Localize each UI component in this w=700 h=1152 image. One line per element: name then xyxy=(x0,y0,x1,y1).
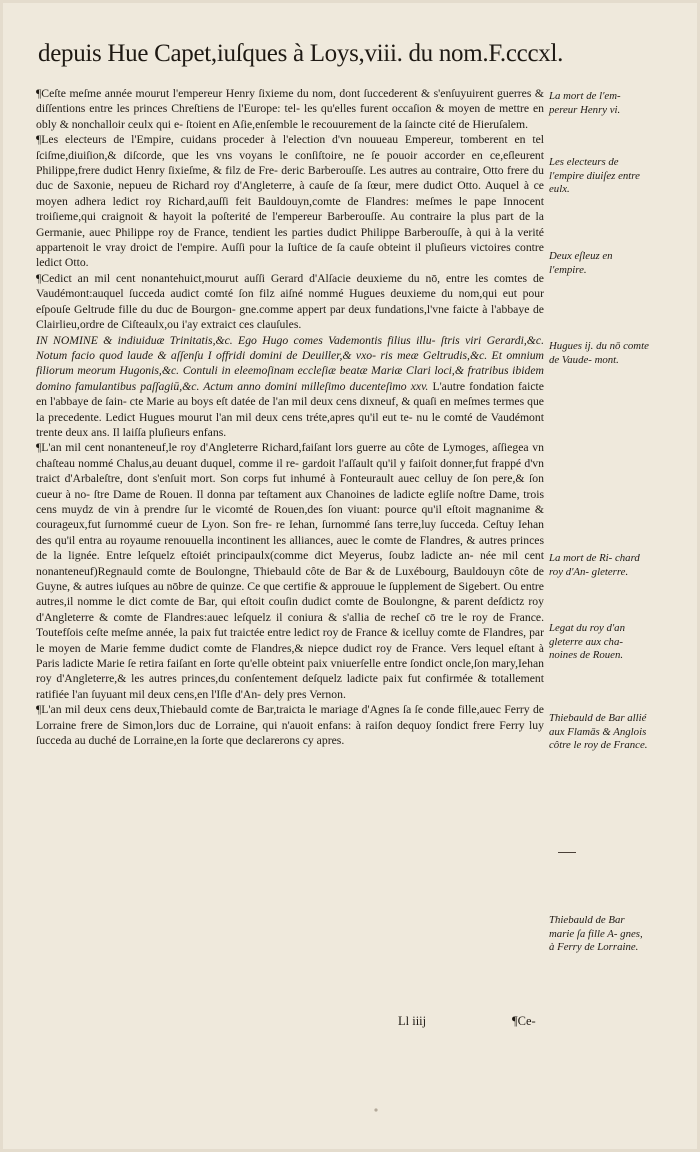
margin-note-8: Thiebauld de Bar marie ſa fille A- gnes, à Ferry de Lorraine. xyxy=(549,914,643,954)
margin-note-4: Hugues ij. du nō comte de Vaude- mont. xyxy=(549,340,649,366)
margin-note-3: Deux eſleuz en l'empire. xyxy=(549,250,613,276)
paragraph-emperor-death: ¶Ceſte meſme année mourut l'empereur Henry ſixieme du nom, dont ſuccederent & s'enſuyuirent guerres & diſſentions entre les princes Chreſtiens de l'Europe: tel- les qu'elles furent occaſion & moyen de mettre en obly & nonchalloir ceulx qui e- ſtoient en Aſie,enſemble le recouurement de la ſaincte cité de Hieruſalem. xyxy=(36,87,544,131)
paragraph-thiebauld-marriage: ¶L'an mil deux cens deux,Thiebauld comte de Bar,traicta le mariage d'Agnes ſa ſe conde fille,auec Ferry de Lorraine frere de Simon,lors duc de Lorraine, qui n'auoit enfans: à raiſon dequoy ſondict frere Ferry luy ſucceda au duché de Lorraine,en la ſorte que declarerons cy apres. xyxy=(36,703,544,748)
paragraph-latin-charter xyxy=(36,333,544,441)
signature-mark: Ll iiij xyxy=(398,1014,427,1028)
catchword: ¶Ce- xyxy=(512,1014,536,1028)
margin-note-5: La mort de Ri- chard roy d'An- gleterre. xyxy=(549,552,640,578)
margin-note-7: Thiebauld de Bar allié aux Flamās & Anglois côtre le roy de France. xyxy=(549,712,648,752)
paragraph-richard-death: ¶L'an mil cent nonanteneuf,le roy d'Angleterre Richard,faiſant lors guerre au côte de Lymoges, aſſiegea vn chaſteau nommé Chalus,au deuant duquel, comme il re- gardoit l'aſſault qu'il y faiſoit donner,fut frappé d'vn traict d'Arbaleſtre, dont s'enſuit mort. Son corps fut inhumé à Fonteurault auec celluy de ſon pere,& ſon cueur à no- ſtre Dame de Rouen. Il donna par teſtament aux Chanoines de ladicte egliſe noſtre Dame, trois cens muydz de vin à prendre ſur le vicomté de Rouen,des ſon viuant: pource qu'il eſtoit magnanime & courageux,fut ſurnommé cueur de Lyon. Son fre- re Iehan, ſurnommé ſans terre,luy ſucceda. Ceſtuy Iehan des qu'il entra au royaume renouuella incontinent les alliances, auec le comte de Flandres, & autres princes de la lignée. Entre leſquelz eſtoiét principaulx(comme dict Meyerus, ſoubz ladicte an- née mil cent nonanteneuf)Regnauld comte de Boulongne, Thiebauld côte de Bar & de Luxébourg, Bauldouyn côte de Guyne, & autres iuſques au nōbre de quinze. Ce que certifie & approuue le ſupplement de Sigebert. Ou entre autres,il nomme le dict comte de Bar, qui eſtoit couſin dudict comte de Boulongne, & parent deſdictz roy d'Angleterre & comte de Flandres:auec leſquelz il coniura & s'allia de recheſ cō tre le roy de France. Toutefſois ceſte meſme année, la paix fut traictée entre ledict roy de France & icelluy comte de Flandres, par le moyen de Marie femme dudict comte de Flandres,& niepce dudict roy de France. Vers lequel eſtant à Paris ladicte Marie ſe retira faiſant en ſorte qu'elle obteint paix vniuerſelle entre ſondict oncle,ſon mary,Iehan roy d'Angleterre,& les autres princes,du conſentement deſquelz ladicte paix fut confirmée & totallement ratifiée l'an ſuyuant mil deux cens,en l'Iſle d'An- dely pres Vernon. xyxy=(36,441,544,701)
margin-note-2: Les electeurs de l'empire diuiſez entre eulx. xyxy=(549,156,640,196)
running-title: depuis Hue Capet,iuſques à Loys,viii. du nom.F.cccxl. xyxy=(38,40,564,67)
margin-note-1: La mort de l'em- pereur Henry vi. xyxy=(549,90,621,116)
paragraph-electors: ¶Les electeurs de l'Empire, cuidans proceder à l'election d'vn nouueau Empereur, tomberent en tel ſciſme,diuiſion,& diſcorde, que les vns voyans le conſiſtoire, ne ſe pouoir accorder en ce,eſleurent Philippe,frere dudict Henry ſixieſme, & filz de Fre- deric Barberouſſe. Les autres au contraire, Otto frere du duc de Saxonie, nepueu de Richard roy d'Angleterre, à cauſe de ſa ſœur, mere dudict Otto. Auquel à ce moyen adhera ledict roy Richard,auſſi feit Bauldouyn,comte de Flandres: meſmes le pape Innocent troiſieme,qui craignoit & hayoit la poſterité de l'empereur Barberouſſe. Au contraire la plus part de la Germanie, auec Philippe roy de France, tendient les parties dudict Philippe Barberouſſe, à qui à la verité appartenoit le vray droict de l'empire. Auſſi pour la Iuſtice de ſa cauſe obteint il pluſieurs victoires contre ledict Otto. xyxy=(36,133,544,270)
latin-quotation-tail: L'autre fondation faicte en l'abbaye de ſain- cte Marie au boys eſt datée de l'an mil deux cens dixneuf, & quaſi en meſmes termes que la precedente. Ledict Hugues mourut l'an mil deux cens tréte,apres qu'il eut te- nu le comté de Vaudémont trente deux ans. Il laiſſa pluſieurs enfans. xyxy=(36,379,544,439)
paragraph-gerard-alsace: ¶Cedict an mil cent nonantehuict,mourut auſſi Gerard d'Alſacie deuxieme du nō, entre les comtes de Vaudémont:auquel ſucceda audict comté ſon filz aiſné nommé Hugues deuxieme du nom,qui eut pour eſpouſe Geltrude fille du duc de Bourgon- gne.comme appert par deux fundations,l'vne faicte à l'abbaye de Clairlieu,ordre de Ciſteaulx,ou i'ay extraict ces clauſules. xyxy=(36,271,544,332)
main-text-column xyxy=(36,86,544,748)
margin-note-6: Legat du roy d'an gleterre aux cha- noines de Rouen. xyxy=(549,622,625,662)
margin-dash-mark xyxy=(558,852,576,853)
latin-quotation: IN NOMINE & indiuiduæ Trinitatis,&c. Ego Hugo comes Vademontis filius illu- ſtris viri Gerardi,&c. Notum facio quod laude & aſſenſu I offridi domini de Deuiller,& vxo- ris meæ Geltrudis,&c. Et omnium filiorum meorum Hugonis,&c. Contuli in eleemoſinam eccleſiæ beatæ Mariæ Clari loci,& fratribus ibidem domino famulantibus paſſagiū,&c. Actum anno domini milleſimo ducenteſimo xxv. xyxy=(36,333,544,393)
